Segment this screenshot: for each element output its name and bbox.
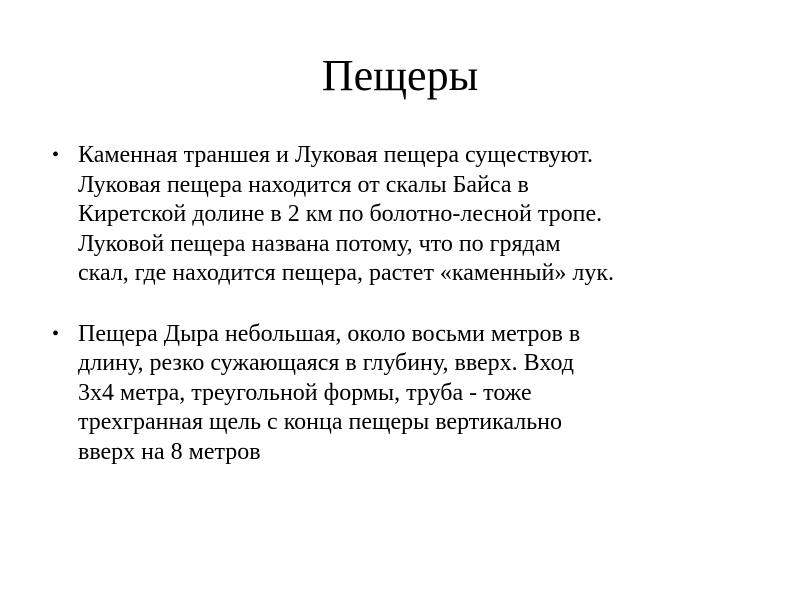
bullet-list <box>52 141 768 467</box>
bullet-dot-icon: • <box>52 322 60 345</box>
bullet-text: Пещера Дыра небольшая, около восьми метров в длину, резко сужающаяся в глубину, вверх. Вход 3х4 метра, треугольной формы, труба - тоже трехгранная щель с конца пещеры вертикально вверх на 8 метров <box>78 320 581 465</box>
bullet-dot-icon: • <box>52 144 60 166</box>
bullet-item <box>52 320 768 468</box>
slide-title: Пещеры <box>321 51 479 100</box>
bullet-item <box>52 141 768 289</box>
bullet-text: Каменная траншея и Луковая пещера существуют. Луковая пещера находится от скалы Байса в Киретской долине в 2 км по болотно-лесной тропе. Луковой пещера названа потому, что по грядам скал, где находится пещера, растет «каменный» лук. <box>78 142 615 286</box>
